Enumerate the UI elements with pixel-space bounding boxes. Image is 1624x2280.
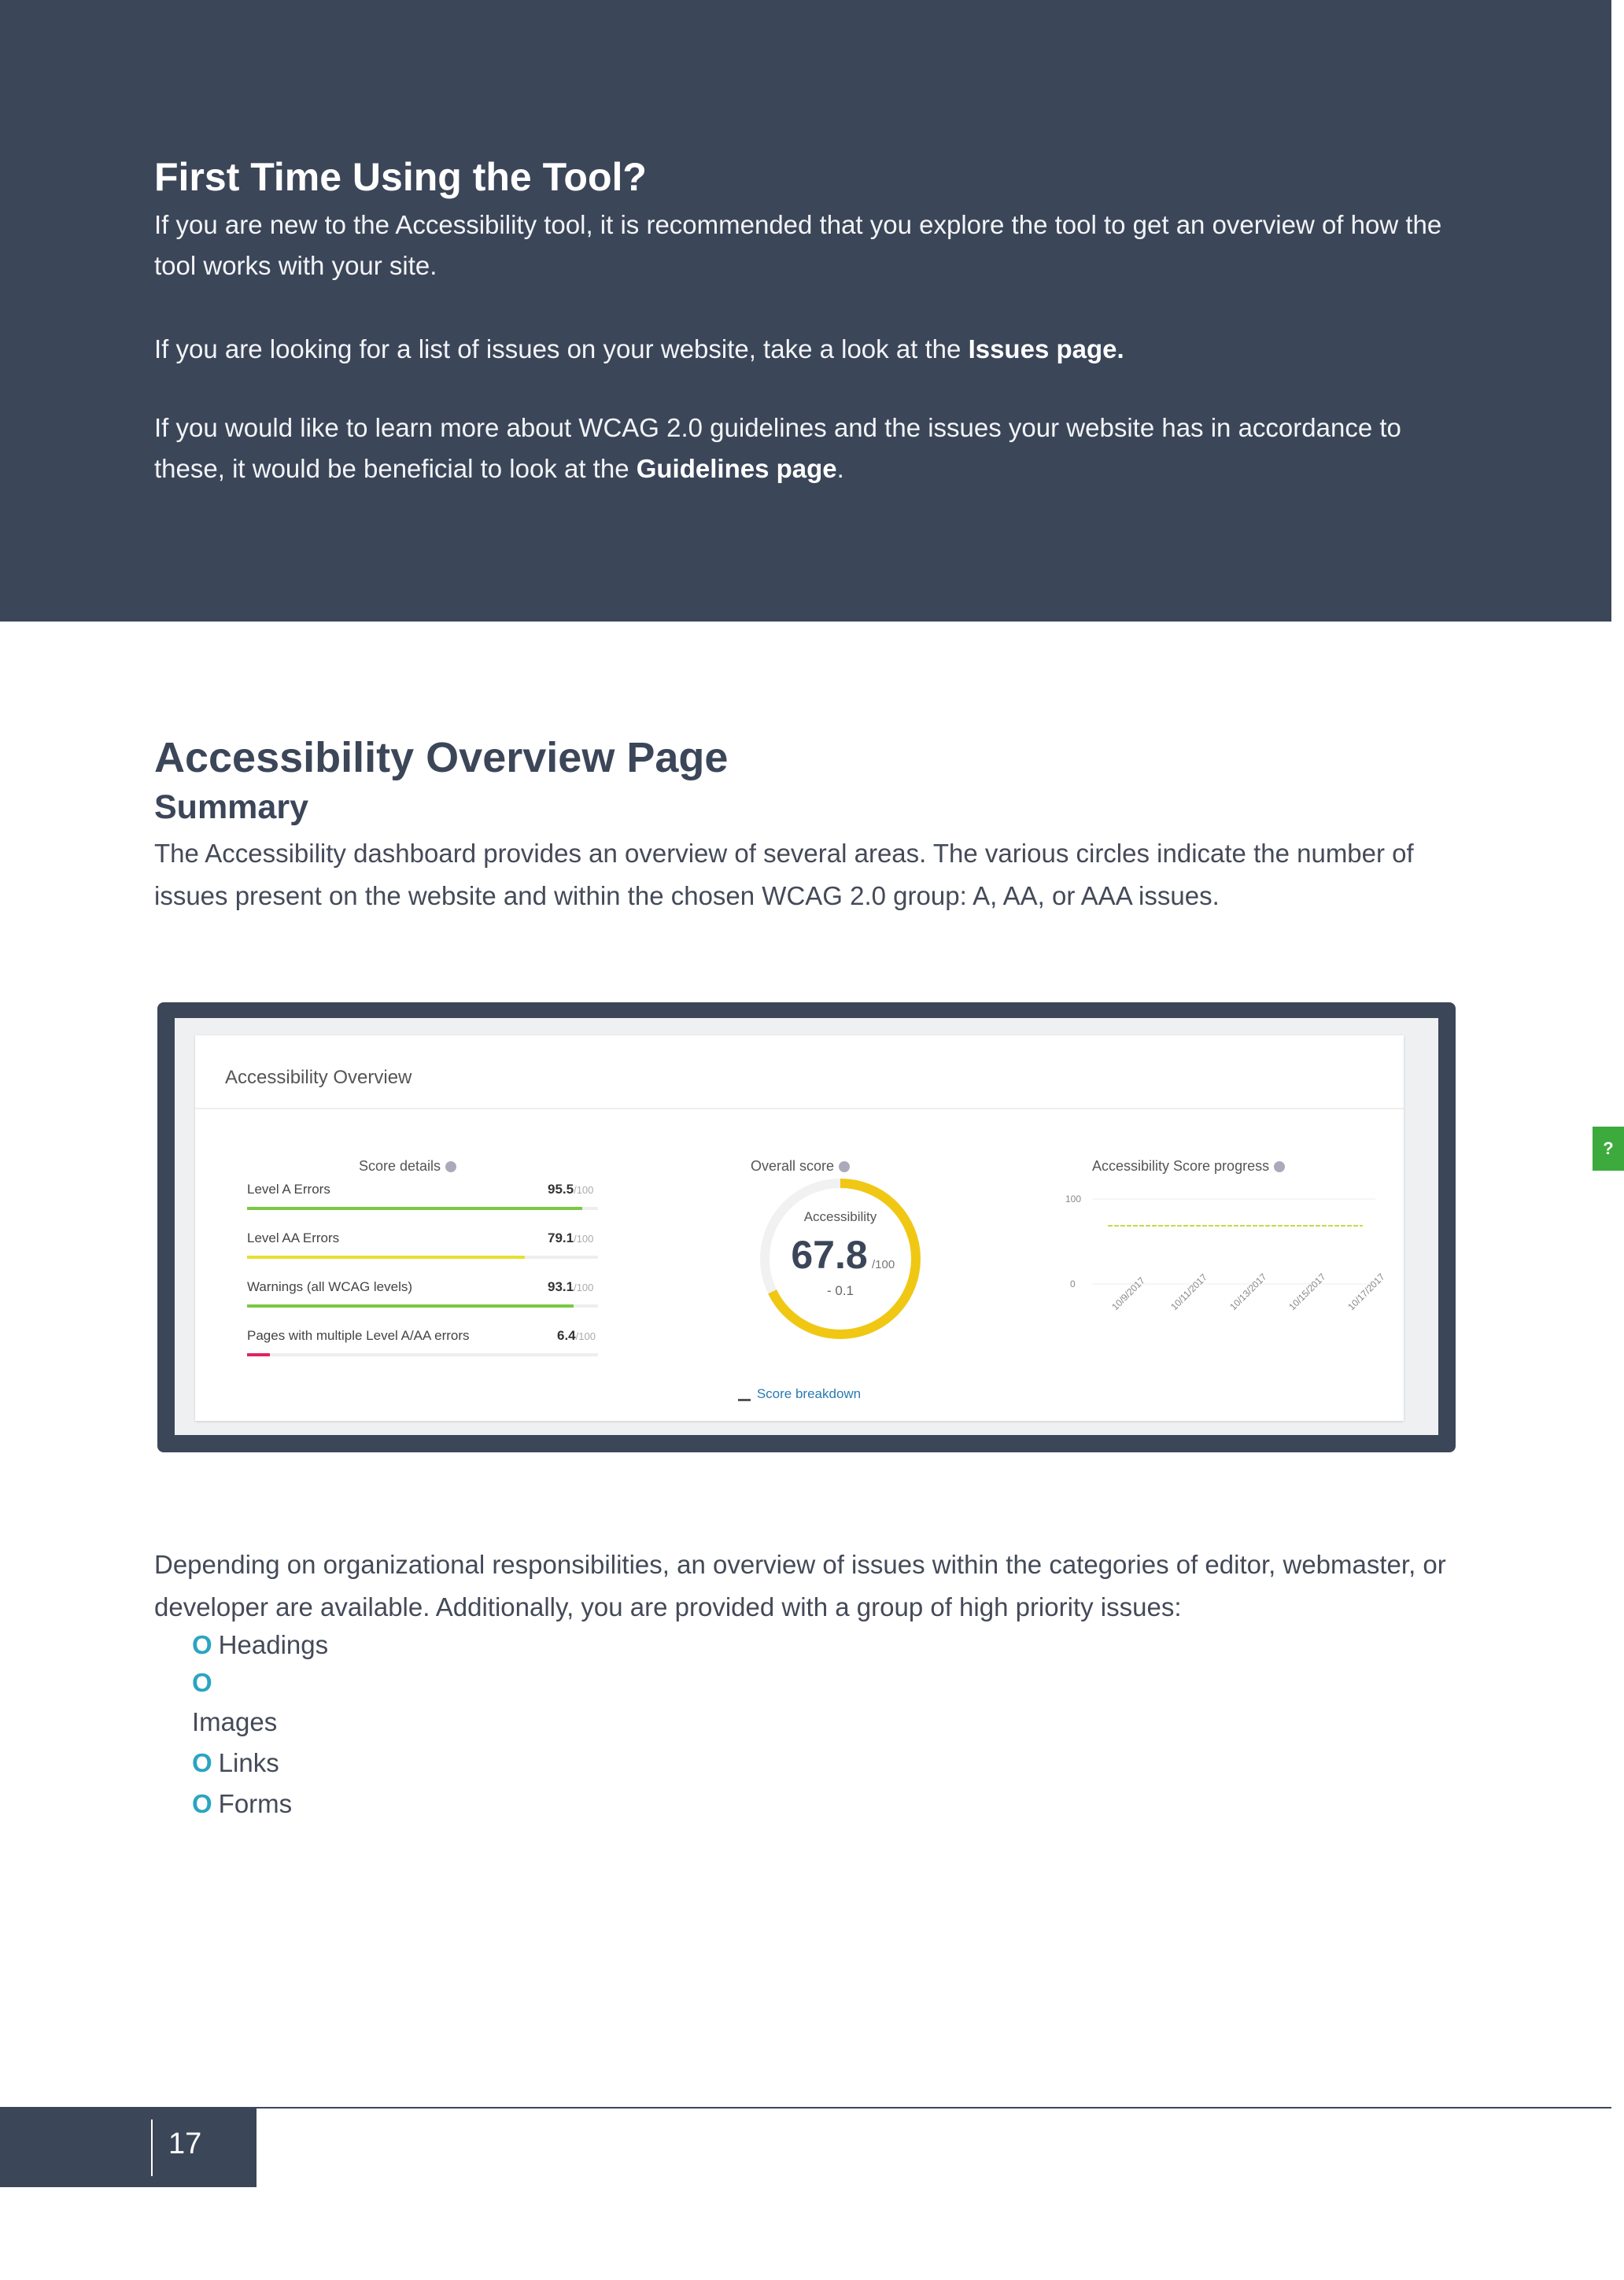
progress-y-top: 100	[1065, 1193, 1082, 1205]
progress-date-label: 10/13/2017	[1227, 1271, 1269, 1313]
bullet-icon: O	[192, 1748, 212, 1777]
score-row-label: Warnings (all WCAG levels)	[247, 1279, 413, 1294]
page-number-divider	[151, 2120, 153, 2176]
score-progress-title: Accessibility Score progress	[1092, 1158, 1285, 1175]
guidelines-page-link-text: Guidelines page	[636, 454, 837, 483]
score-row-bar	[247, 1207, 582, 1210]
overall-score-title: Overall score	[751, 1158, 850, 1175]
dashboard-screenshot	[175, 1018, 1614, 1435]
score-row-value: 79.1/100	[548, 1230, 594, 1245]
intro-paragraph-issues: If you are looking for a list of issues on your website, take a look at the Issues page.	[154, 334, 1124, 363]
list-item: O Forms	[192, 1789, 293, 1818]
score-row-value: 6.4/100	[557, 1328, 596, 1343]
section-subtitle: Summary	[154, 788, 308, 826]
score-progress-chart	[1061, 1193, 1391, 1366]
section-title: Accessibility Overview Page	[154, 734, 729, 781]
accessibility-overview-card	[195, 1035, 1614, 1421]
dashboard-screenshot-frame	[157, 1002, 1614, 1452]
gauge-delta: - 0.1	[826, 1283, 854, 1298]
intro-paragraph-new-users: If you are new to the Accessibility tool, it is recommended that you explore the tool to get an overview of how the tool works with your site.	[154, 210, 1442, 280]
score-row-bar	[247, 1256, 525, 1259]
score-row-bar	[247, 1304, 574, 1308]
info-icon	[1274, 1161, 1285, 1172]
score-row-track	[247, 1353, 598, 1356]
intro-paragraph-guidelines: If you would like to learn more about WCAG 2.0 guidelines and the issues your website has in accordance to these, it would be beneficial to look at the Guidelines page.	[154, 413, 1401, 483]
score-row-label: Level AA Errors	[247, 1230, 340, 1245]
overall-score-gauge	[754, 1172, 927, 1345]
progress-date-label: 10/17/2017	[1345, 1271, 1387, 1313]
intro-title: First Time Using the Tool?	[154, 155, 647, 199]
bullet-icon: O	[192, 1789, 212, 1818]
categories-paragraph: Depending on organizational responsibilities, an overview of issues within the categories of editor, webmaster, or developer are available. Additionally, you are provided with a group of high priority issues:	[154, 1550, 1446, 1621]
gauge-label: Accessibility	[803, 1209, 877, 1224]
card-divider	[195, 1108, 1404, 1109]
card-title: Accessibility Overview	[225, 1067, 412, 1088]
info-icon	[445, 1161, 456, 1172]
progress-date-label: 10/9/2017	[1109, 1275, 1147, 1313]
score-details-title: Score details	[359, 1158, 456, 1175]
score-row-track	[247, 1207, 598, 1210]
list-item: O Links	[192, 1748, 279, 1777]
score-row-bar	[247, 1353, 270, 1356]
score-row-track	[247, 1256, 598, 1259]
bullet-icon: O	[192, 1630, 212, 1659]
score-row-label: Level A Errors	[247, 1182, 330, 1197]
issues-page-link-text: Issues page.	[968, 334, 1124, 363]
score-row-label: Pages with multiple Level A/AA errors	[247, 1328, 470, 1343]
progress-date-labels	[1109, 1271, 1387, 1313]
gauge-score: 67.8	[791, 1233, 868, 1277]
info-icon	[839, 1161, 850, 1172]
help-button[interactable]: ?	[1593, 1127, 1624, 1171]
score-row-value: 95.5/100	[548, 1182, 594, 1197]
list-item: O Headings	[192, 1630, 329, 1659]
score-row-value: 93.1/100	[548, 1279, 594, 1294]
page-number-box	[0, 2108, 257, 2187]
score-breakdown-link[interactable]: Score breakdown	[195, 1386, 1404, 1402]
progress-date-label: 10/11/2017	[1168, 1271, 1209, 1313]
progress-y-bottom: 0	[1070, 1278, 1076, 1289]
gauge-max: /100	[872, 1258, 895, 1271]
page-number: 17	[168, 2127, 202, 2160]
intro-banner	[0, 0, 1611, 622]
bullet-icon: O	[192, 1668, 212, 1697]
progress-date-label: 10/15/2017	[1286, 1271, 1328, 1313]
summary-paragraph: The Accessibility dashboard provides an overview of several areas. The various circles indicate the number of issues present on the website and within the chosen WCAG 2.0 group: A, AA, or AAA issues.	[154, 839, 1414, 910]
hierarchy-icon	[738, 1388, 751, 1401]
list-item	[192, 1668, 219, 1698]
score-row-track	[247, 1304, 598, 1308]
list-item-text: Images	[192, 1707, 278, 1736]
